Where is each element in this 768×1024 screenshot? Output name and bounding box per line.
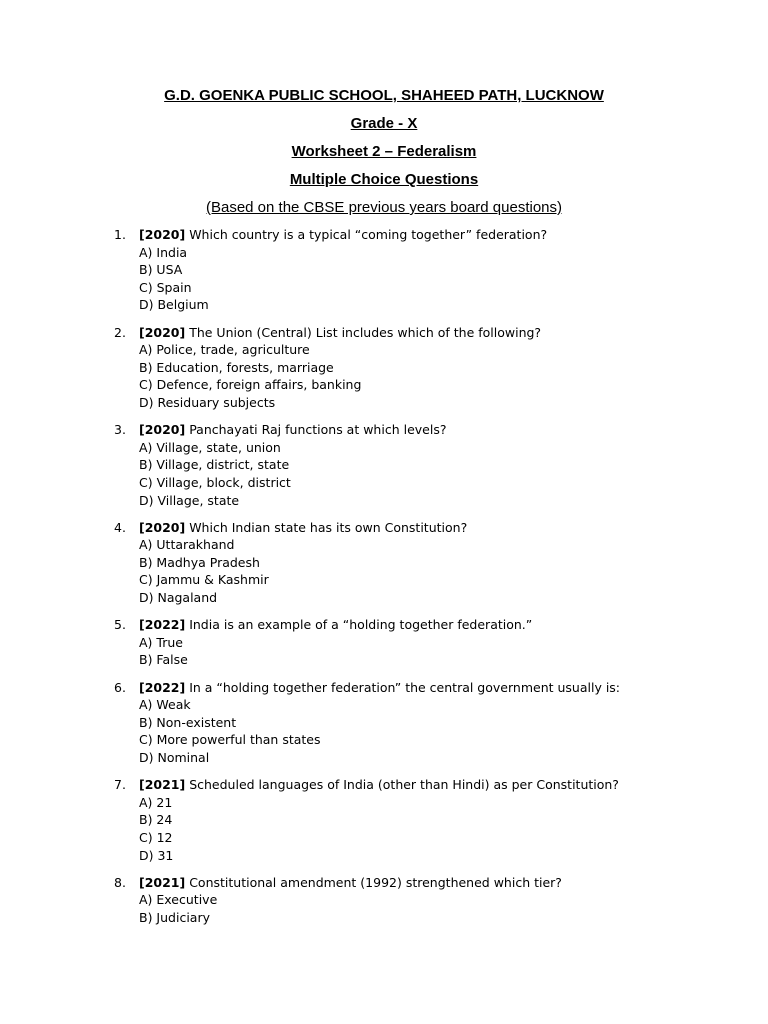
question-text <box>139 874 768 892</box>
question-item <box>0 226 768 314</box>
question-item <box>0 519 768 607</box>
option: B) Judiciary <box>139 909 210 925</box>
option: A) True <box>139 634 183 650</box>
option: D) Nominal <box>139 750 210 765</box>
question-year: [2020] <box>139 519 186 535</box>
question-body: Which Indian state has its own Constitution? <box>185 519 468 535</box>
question-year: [2021] <box>139 874 186 890</box>
question-number: 3. <box>114 422 126 438</box>
worksheet-title: Worksheet 2 – Federalism <box>291 143 477 160</box>
question-item <box>0 776 768 864</box>
option: D) Belgium <box>139 297 209 313</box>
option: B) 24 <box>139 812 173 828</box>
option: A) Uttarakhand <box>139 537 235 553</box>
option: A) Weak <box>139 697 191 713</box>
question-year: [2022] <box>139 617 186 633</box>
option: D) Village, state <box>139 492 240 508</box>
option: A) 21 <box>139 794 173 810</box>
question-item <box>0 874 768 927</box>
question-year: [2020] <box>139 422 186 438</box>
school-name: G.D. GOENKA PUBLIC SCHOOL, SHAHEED PATH, LUCKNOW <box>164 87 604 104</box>
question-text <box>139 776 768 794</box>
question-number: 5. <box>114 617 126 633</box>
question-number: 6. <box>114 679 126 695</box>
question-body: Panchayati Raj functions at which levels? <box>185 422 447 438</box>
question-item <box>0 616 768 669</box>
subtitle: (Based on the CBSE previous years board questions) <box>205 199 563 216</box>
option: C) Jammu & Kashmir <box>139 572 269 588</box>
question-number: 7. <box>114 777 126 793</box>
question-body: Constitutional amendment (1992) strengthened which tier? <box>185 874 562 890</box>
grade-title: Grade - X <box>350 115 418 132</box>
question-body: In a “holding together federation” the central government usually is: <box>185 679 621 695</box>
option: A) India <box>139 244 188 260</box>
option: C) 12 <box>139 829 173 845</box>
question-body: Which country is a typical “coming together” federation? <box>185 227 548 242</box>
option: C) Spain <box>139 279 192 295</box>
question-text <box>139 324 768 342</box>
question-text <box>139 421 768 439</box>
question-body: Scheduled languages of India (other than Hindi) as per Constitution? <box>185 777 619 793</box>
option: B) Non-existent <box>139 714 237 730</box>
option: D) Residuary subjects <box>139 394 276 410</box>
question-year: [2021] <box>139 777 186 793</box>
option: B) Village, district, state <box>139 457 290 473</box>
question-body: India is an example of a “holding together federation.” <box>185 617 533 633</box>
question-year: [2020] <box>139 324 186 340</box>
option: A) Executive <box>139 892 218 908</box>
question-year: [2020] <box>139 227 186 242</box>
question-body: The Union (Central) List includes which of the following? <box>185 324 542 340</box>
option: C) More powerful than states <box>139 732 321 748</box>
option: B) USA <box>139 262 183 278</box>
question-number: 2. <box>114 324 126 340</box>
question-text <box>139 226 768 244</box>
option: B) Madhya Pradesh <box>139 554 260 570</box>
question-year: [2022] <box>139 679 186 695</box>
question-number: 1. <box>114 227 126 242</box>
question-text <box>139 616 768 634</box>
section-title: Multiple Choice Questions <box>289 171 479 188</box>
option: B) Education, forests, marriage <box>139 359 334 375</box>
question-item <box>0 679 768 767</box>
option: A) Police, trade, agriculture <box>139 342 310 358</box>
option: A) Village, state, union <box>139 439 281 455</box>
question-list <box>0 226 768 936</box>
question-item <box>0 324 768 412</box>
question-item <box>0 421 768 509</box>
question-number: 4. <box>114 519 126 535</box>
option: C) Village, block, district <box>139 474 291 490</box>
question-number: 8. <box>114 874 126 890</box>
option: D) 31 <box>139 847 174 863</box>
option: B) False <box>139 652 188 668</box>
option: C) Defence, foreign affairs, banking <box>139 377 362 393</box>
question-text <box>139 679 768 697</box>
option: D) Nagaland <box>139 590 218 606</box>
question-text <box>139 519 768 537</box>
